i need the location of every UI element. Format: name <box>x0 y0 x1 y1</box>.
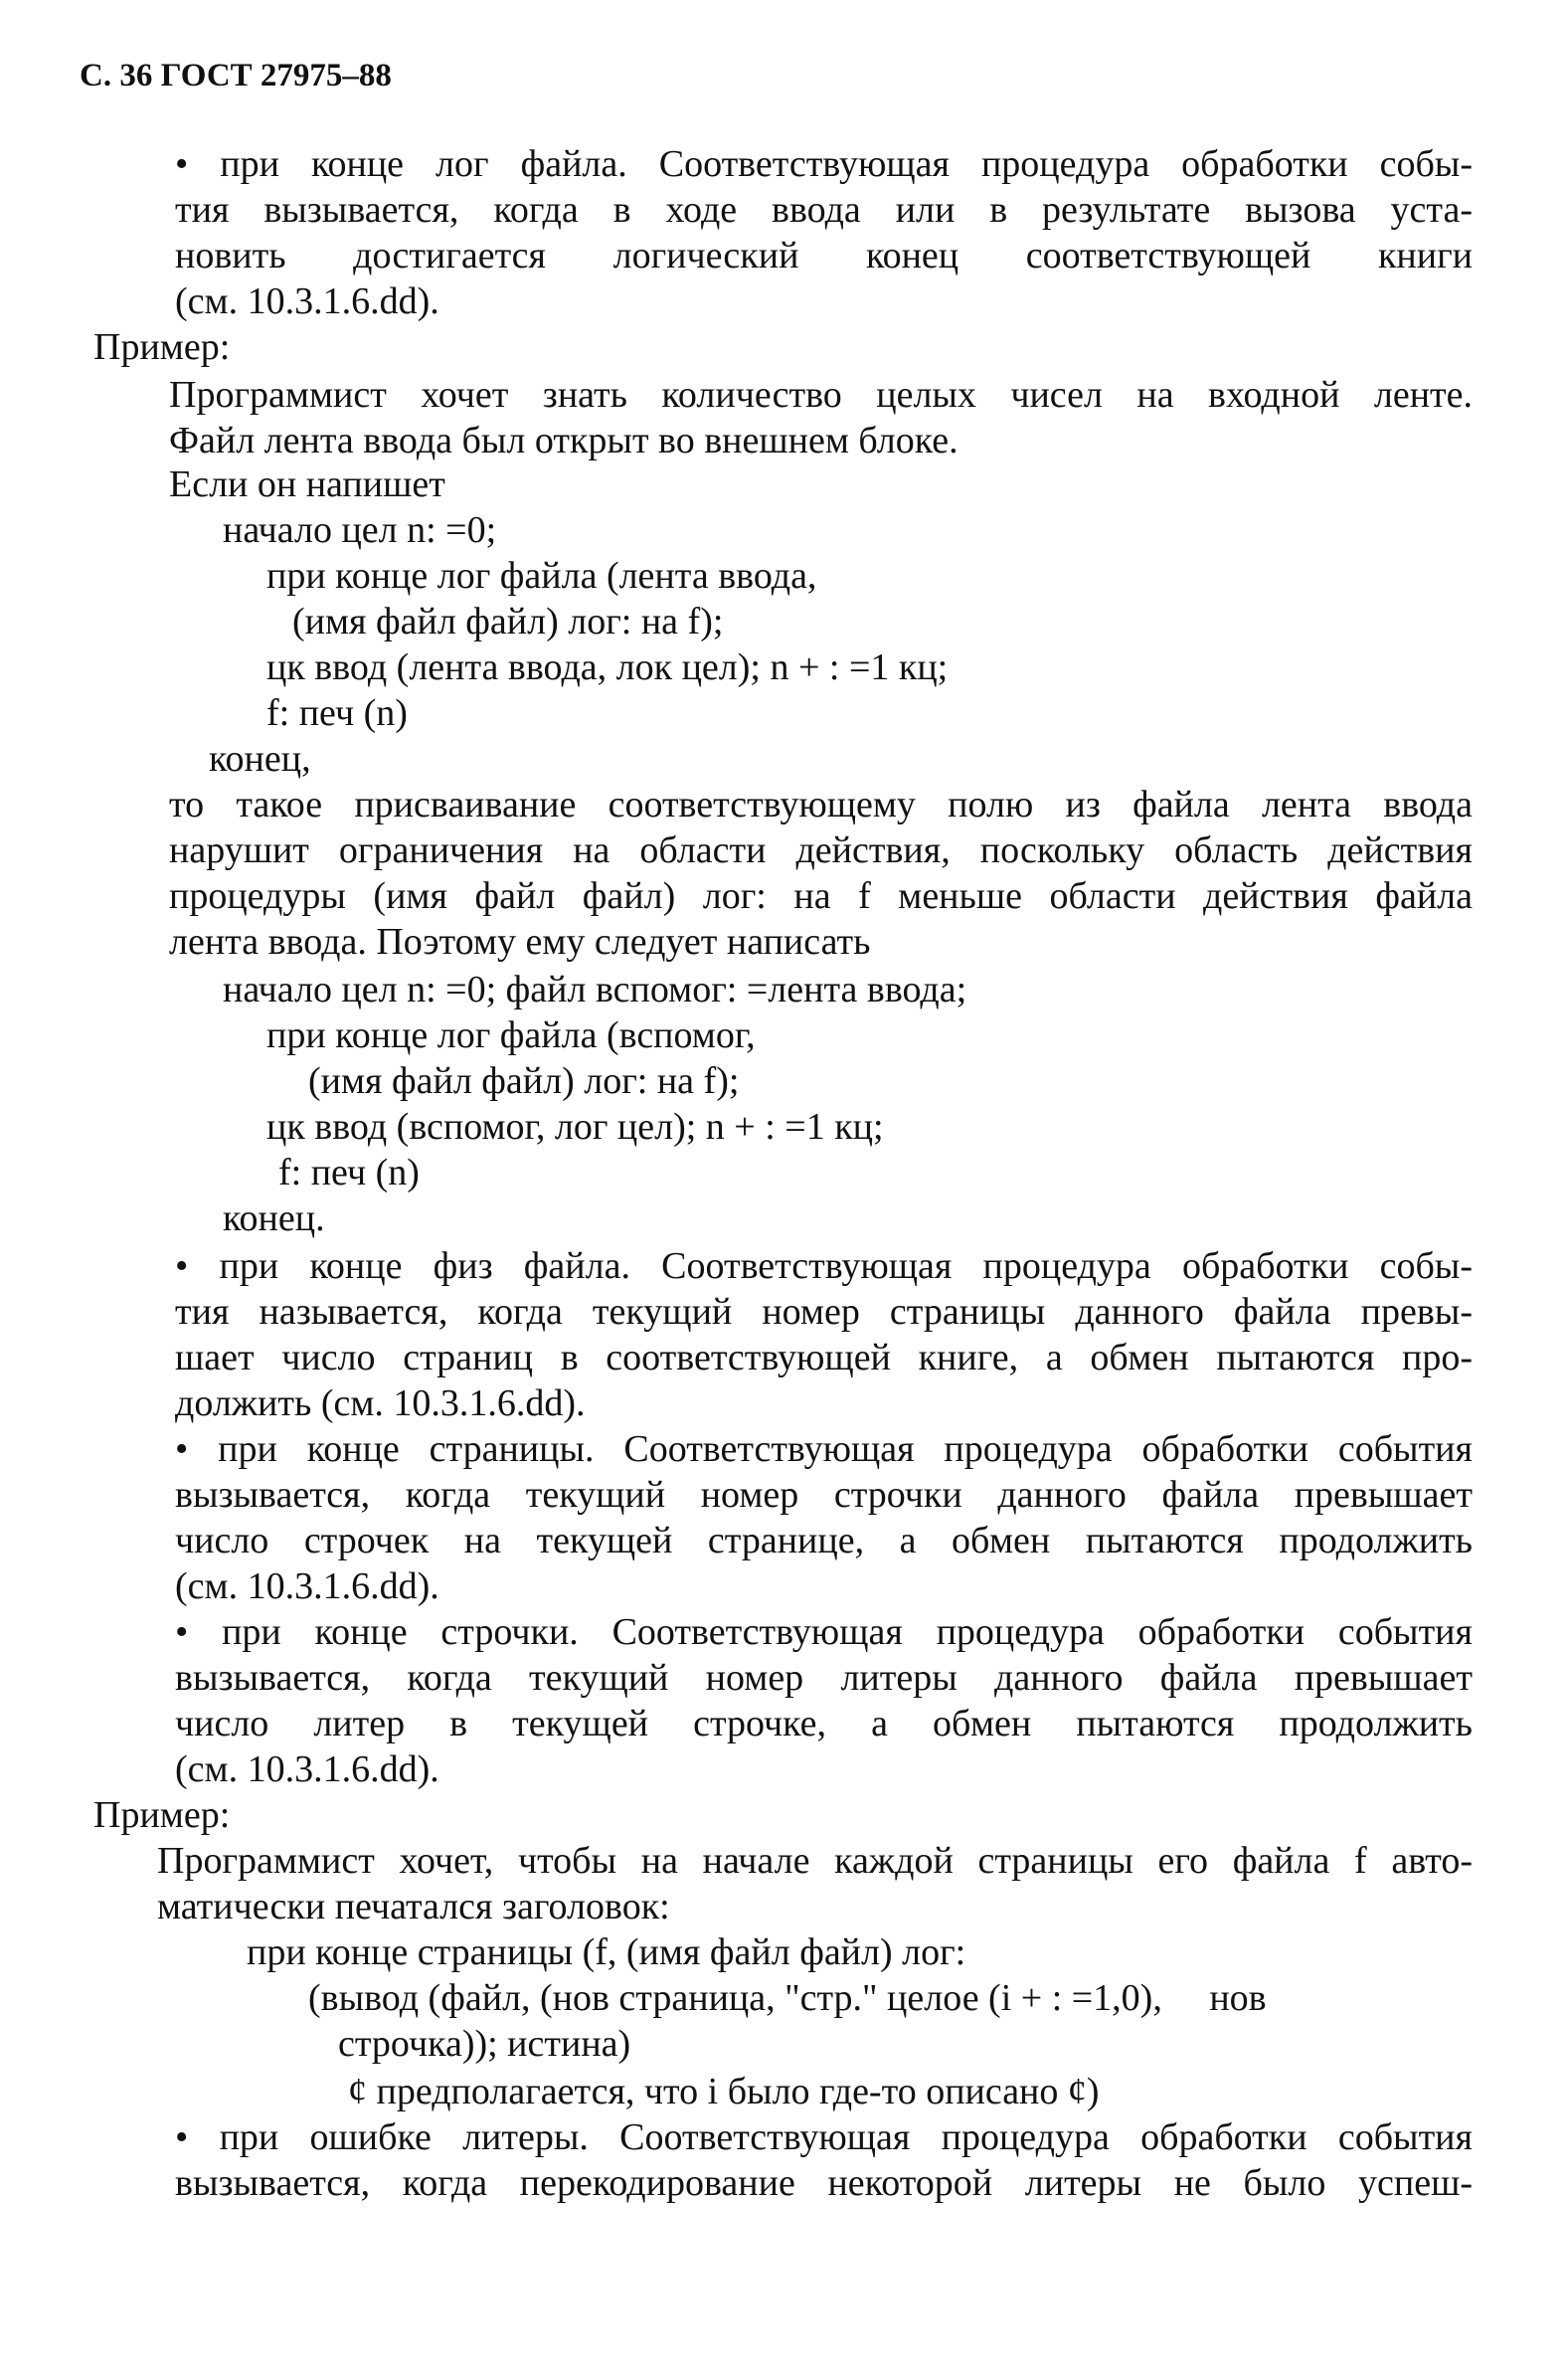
text-line: тия вызывается, когда в ходе ввода или в результате вызова уста- <box>175 189 1473 231</box>
code-line: (имя файл файл) лог: на f); <box>292 601 724 642</box>
text-line: Файл лента ввода был открыт во внешнем блоке. <box>169 420 958 461</box>
code-line: при конце страницы (f, (имя файл файл) лог: <box>247 1931 966 1973</box>
code-line: f: печ (n) <box>278 1152 420 1193</box>
code-line: конец, <box>209 738 311 780</box>
text-line: новить достигается логический конец соответствующей книги <box>175 235 1473 276</box>
text-line: процедуры (имя файл файл) лог: на f меньше области действия файла <box>169 875 1473 917</box>
text-line: число строчек на текущей странице, а обмен пытаются продолжить <box>175 1520 1473 1561</box>
example-label: Пример: <box>93 326 231 368</box>
text-line: Программист хочет знать количество целых чисел на входной ленте. <box>169 374 1473 416</box>
code-line: цк ввод (лента ввода, лок цел); n + : =1 кц; <box>266 646 949 688</box>
text-line: должить (см. 10.3.1.6.dd). <box>175 1382 586 1424</box>
text-line: Если он напишет <box>169 463 445 505</box>
text-line: • при конце лог файла. Соответствующая процедура обработки собы- <box>175 143 1473 185</box>
text-line: нарушит ограничения на области действия, поскольку область действия <box>169 829 1473 871</box>
code-line: f: печ (n) <box>266 692 408 734</box>
code-comment: ¢ предполагается, что i было где-то описано ¢) <box>348 2071 1100 2112</box>
text-line: число литер в текущей строчке, а обмен пытаются продолжить <box>175 1703 1473 1744</box>
code-line: (имя файл файл) лог: на f); <box>308 1060 740 1102</box>
text-line: (см. 10.3.1.6.dd). <box>175 280 439 322</box>
text-line: • при ошибке литеры. Соответствующая процедура обработки события <box>175 2116 1473 2158</box>
code-line: при конце лог файла (вспомог, <box>266 1014 756 1056</box>
page-header: С. 36 ГОСТ 27975–88 <box>80 58 392 93</box>
text-line: вызывается, когда текущий номер строчки данного файла превышает <box>175 1474 1473 1516</box>
text-line: (см. 10.3.1.6.dd). <box>175 1748 439 1790</box>
text-line: то такое присваивание соответствующему полю из файла лента ввода <box>169 784 1473 825</box>
code-line: цк ввод (вспомог, лог цел); n + : =1 кц; <box>266 1106 884 1148</box>
code-line: строчка)); истина) <box>338 2023 631 2065</box>
code-line: при конце лог файла (лента ввода, <box>266 555 817 597</box>
text-line: вызывается, когда текущий номер литеры данного файла превышает <box>175 1657 1473 1699</box>
text-line: • при конце строчки. Соответствующая процедура обработки события <box>175 1611 1473 1653</box>
text-line: (см. 10.3.1.6.dd). <box>175 1565 439 1607</box>
code-line: начало цел n: =0; <box>223 509 497 551</box>
text-line: вызывается, когда перекодирование некоторой литеры не было успеш- <box>175 2162 1473 2204</box>
text-line: • при конце страницы. Соответствующая процедура обработки события <box>175 1428 1473 1470</box>
text-line: тия называется, когда текущий номер страницы данного файла превы- <box>175 1291 1473 1333</box>
code-line: начало цел n: =0; файл вспомог: =лента ввода; <box>223 969 967 1010</box>
text-line: матически печатался заголовок: <box>157 1886 670 1927</box>
code-line: конец. <box>223 1197 325 1239</box>
code-line: (вывод (файл, (нов страница, "стр." целое (i + : =1,0), нов <box>308 1977 1267 2019</box>
text-line: лента ввода. Поэтому ему следует написать <box>169 921 871 963</box>
text-line: • при конце физ файла. Соответствующая процедура обработки собы- <box>175 1245 1473 1287</box>
text-line: шает число страниц в соответствующей книге, а обмен пытаются про- <box>175 1337 1473 1378</box>
example-label: Пример: <box>93 1794 231 1836</box>
text-line: Программист хочет, чтобы на начале каждой страницы его файла f авто- <box>157 1840 1473 1882</box>
